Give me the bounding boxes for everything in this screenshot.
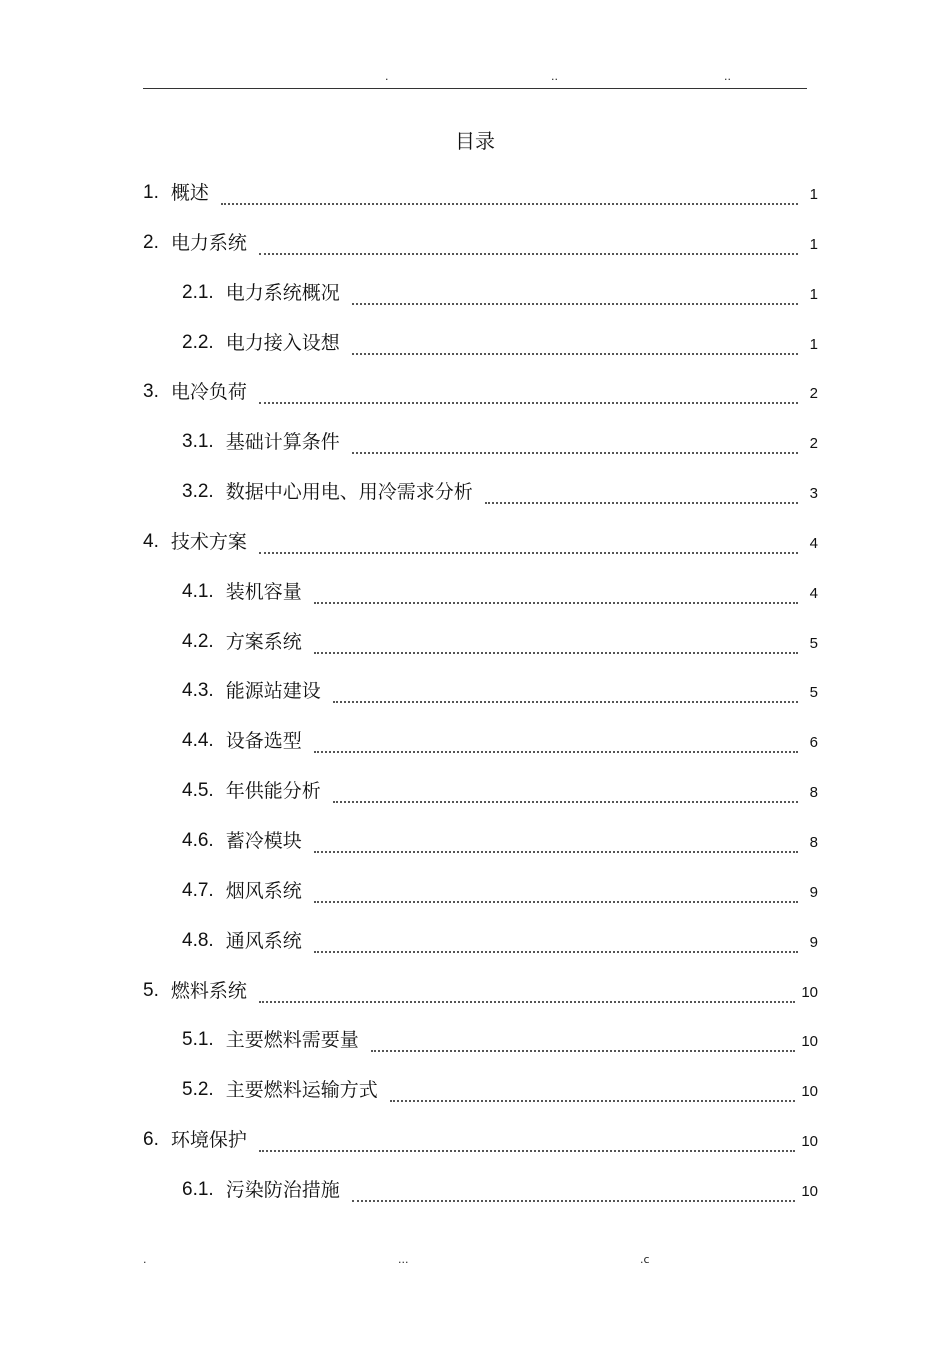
toc-entry-number: 5. [143, 979, 159, 1001]
toc-entry[interactable] [143, 624, 818, 674]
toc-entry-title: 技术方案 [170, 530, 247, 553]
toc-entry-number: 4.7. [182, 879, 214, 901]
toc-entry[interactable] [143, 1122, 818, 1172]
toc-entry-title: 污染防治措施 [225, 1178, 340, 1201]
toc-dot-leader [259, 225, 798, 255]
toc-entry-number: 3.2. [182, 481, 214, 503]
header-mark: .. [551, 70, 558, 83]
toc-dot-leader [314, 823, 798, 853]
toc-entry-page-number: 1 [809, 235, 818, 253]
toc-entry-page-number: 3 [809, 485, 818, 503]
toc-dot-leader [259, 524, 798, 554]
toc-dot-leader [314, 873, 798, 903]
toc-entry-title: 电力系统概况 [225, 281, 340, 304]
toc-entry-page-number: 10 [801, 1133, 818, 1151]
toc-entry-number: 4.1. [182, 580, 214, 602]
toc-entry-number: 5.2. [182, 1079, 214, 1101]
toc-dot-leader [352, 1172, 796, 1202]
toc-dot-leader [333, 773, 798, 803]
toc-entry-number: 4.3. [182, 680, 214, 702]
toc-dot-leader [259, 374, 798, 404]
toc-entry[interactable] [143, 1172, 818, 1222]
toc-dot-leader [259, 1122, 795, 1152]
table-of-contents [143, 175, 818, 1222]
toc-entry-page-number: 8 [809, 784, 818, 802]
toc-title: 目录 [455, 129, 495, 153]
toc-entry-number: 4.8. [182, 929, 214, 951]
toc-dot-leader [352, 275, 798, 305]
toc-dot-leader [314, 723, 798, 753]
toc-entry[interactable] [143, 1072, 818, 1122]
toc-entry-title: 数据中心用电、用冷需求分析 [225, 481, 473, 504]
toc-entry-number: 4.4. [182, 730, 214, 752]
toc-entry-title: 燃料系统 [170, 979, 247, 1002]
toc-entry-title: 烟风系统 [225, 879, 302, 902]
toc-entry-title: 蓄冷模块 [225, 829, 302, 852]
toc-dot-leader [352, 325, 798, 355]
toc-entry-title: 主要燃料运输方式 [225, 1079, 378, 1102]
toc-entry[interactable] [143, 723, 818, 773]
toc-entry[interactable] [143, 973, 818, 1023]
toc-entry-number: 3. [143, 381, 159, 403]
toc-entry-number: 2.1. [182, 281, 214, 303]
toc-dot-leader [485, 474, 798, 504]
toc-entry-title: 电冷负荷 [170, 381, 247, 404]
toc-entry-page-number: 10 [801, 983, 818, 1001]
toc-entry-title: 电力接入设想 [225, 331, 340, 354]
header-mark: . [385, 70, 389, 83]
toc-entry-page-number: 4 [809, 534, 818, 552]
toc-entry-title: 年供能分析 [225, 780, 321, 803]
toc-dot-leader [259, 973, 795, 1003]
toc-entry-page-number: 4 [809, 584, 818, 602]
toc-dot-leader [352, 424, 798, 454]
toc-entry-title: 方案系统 [225, 630, 302, 653]
toc-entry-page-number: 6 [809, 734, 818, 752]
toc-entry-title: 环境保护 [170, 1129, 247, 1152]
header-mark: .. [724, 70, 731, 83]
toc-entry-number: 6. [143, 1129, 159, 1151]
toc-entry[interactable] [143, 773, 818, 823]
toc-entry-title: 电力系统 [170, 231, 247, 254]
toc-entry-page-number: 5 [809, 634, 818, 652]
toc-entry-number: 3.1. [182, 431, 214, 453]
toc-dot-leader [390, 1072, 796, 1102]
toc-entry[interactable] [143, 524, 818, 574]
toc-entry[interactable] [143, 823, 818, 873]
toc-entry-title: 设备选型 [225, 730, 302, 753]
toc-entry-title: 通风系统 [225, 929, 302, 952]
toc-entry-page-number: 10 [801, 1083, 818, 1101]
toc-entry[interactable] [143, 225, 818, 275]
toc-entry-title: 能源站建设 [225, 680, 321, 703]
toc-dot-leader [371, 1022, 796, 1052]
toc-entry-page-number: 1 [809, 335, 818, 353]
toc-entry-page-number: 2 [809, 435, 818, 453]
toc-entry[interactable] [143, 474, 818, 524]
toc-entry-number: 4.6. [182, 829, 214, 851]
toc-entry[interactable] [143, 424, 818, 474]
toc-dot-leader [314, 574, 798, 604]
toc-dot-leader [221, 175, 798, 205]
footer-mark: .c [640, 1253, 650, 1266]
toc-entry[interactable] [143, 574, 818, 624]
toc-entry-title: 主要燃料需要量 [225, 1029, 359, 1052]
toc-entry-number: 6.1. [182, 1178, 214, 1200]
toc-entry[interactable] [143, 1022, 818, 1072]
toc-dot-leader [314, 923, 798, 953]
toc-entry-number: 2. [143, 231, 159, 253]
toc-entry-title: 装机容量 [225, 580, 302, 603]
toc-entry-page-number: 8 [809, 833, 818, 851]
toc-entry-number: 4.5. [182, 780, 214, 802]
toc-entry[interactable] [143, 175, 818, 225]
toc-dot-leader [314, 624, 798, 654]
footer-mark: ... [398, 1253, 409, 1266]
toc-entry[interactable] [143, 923, 818, 973]
toc-entry-title: 概述 [170, 182, 209, 204]
toc-entry-number: 4.2. [182, 630, 214, 652]
toc-entry[interactable] [143, 325, 818, 375]
toc-entry-page-number: 1 [809, 186, 818, 203]
toc-entry[interactable] [143, 673, 818, 723]
toc-entry-page-number: 2 [809, 385, 818, 403]
toc-entry-page-number: 10 [801, 1033, 818, 1051]
toc-entry-page-number: 9 [809, 883, 818, 901]
toc-entry-number: 5.1. [182, 1029, 214, 1051]
toc-entry-title: 基础计算条件 [225, 431, 340, 454]
toc-entry[interactable] [143, 374, 818, 424]
toc-entry-number: 4. [143, 530, 159, 552]
page-header-marks [0, 70, 950, 86]
footer-mark: . [143, 1253, 147, 1266]
toc-entry-page-number: 10 [801, 1182, 818, 1200]
toc-entry-number: 2.2. [182, 331, 214, 353]
toc-entry-page-number: 9 [809, 933, 818, 951]
toc-entry-page-number: 1 [809, 285, 818, 303]
toc-dot-leader [333, 673, 798, 703]
toc-entry[interactable] [143, 873, 818, 923]
page-footer-marks [0, 1253, 950, 1269]
header-rule [143, 88, 807, 89]
toc-entry-number: 1. [143, 182, 159, 203]
toc-entry-page-number: 5 [809, 684, 818, 702]
toc-entry[interactable] [143, 275, 818, 325]
